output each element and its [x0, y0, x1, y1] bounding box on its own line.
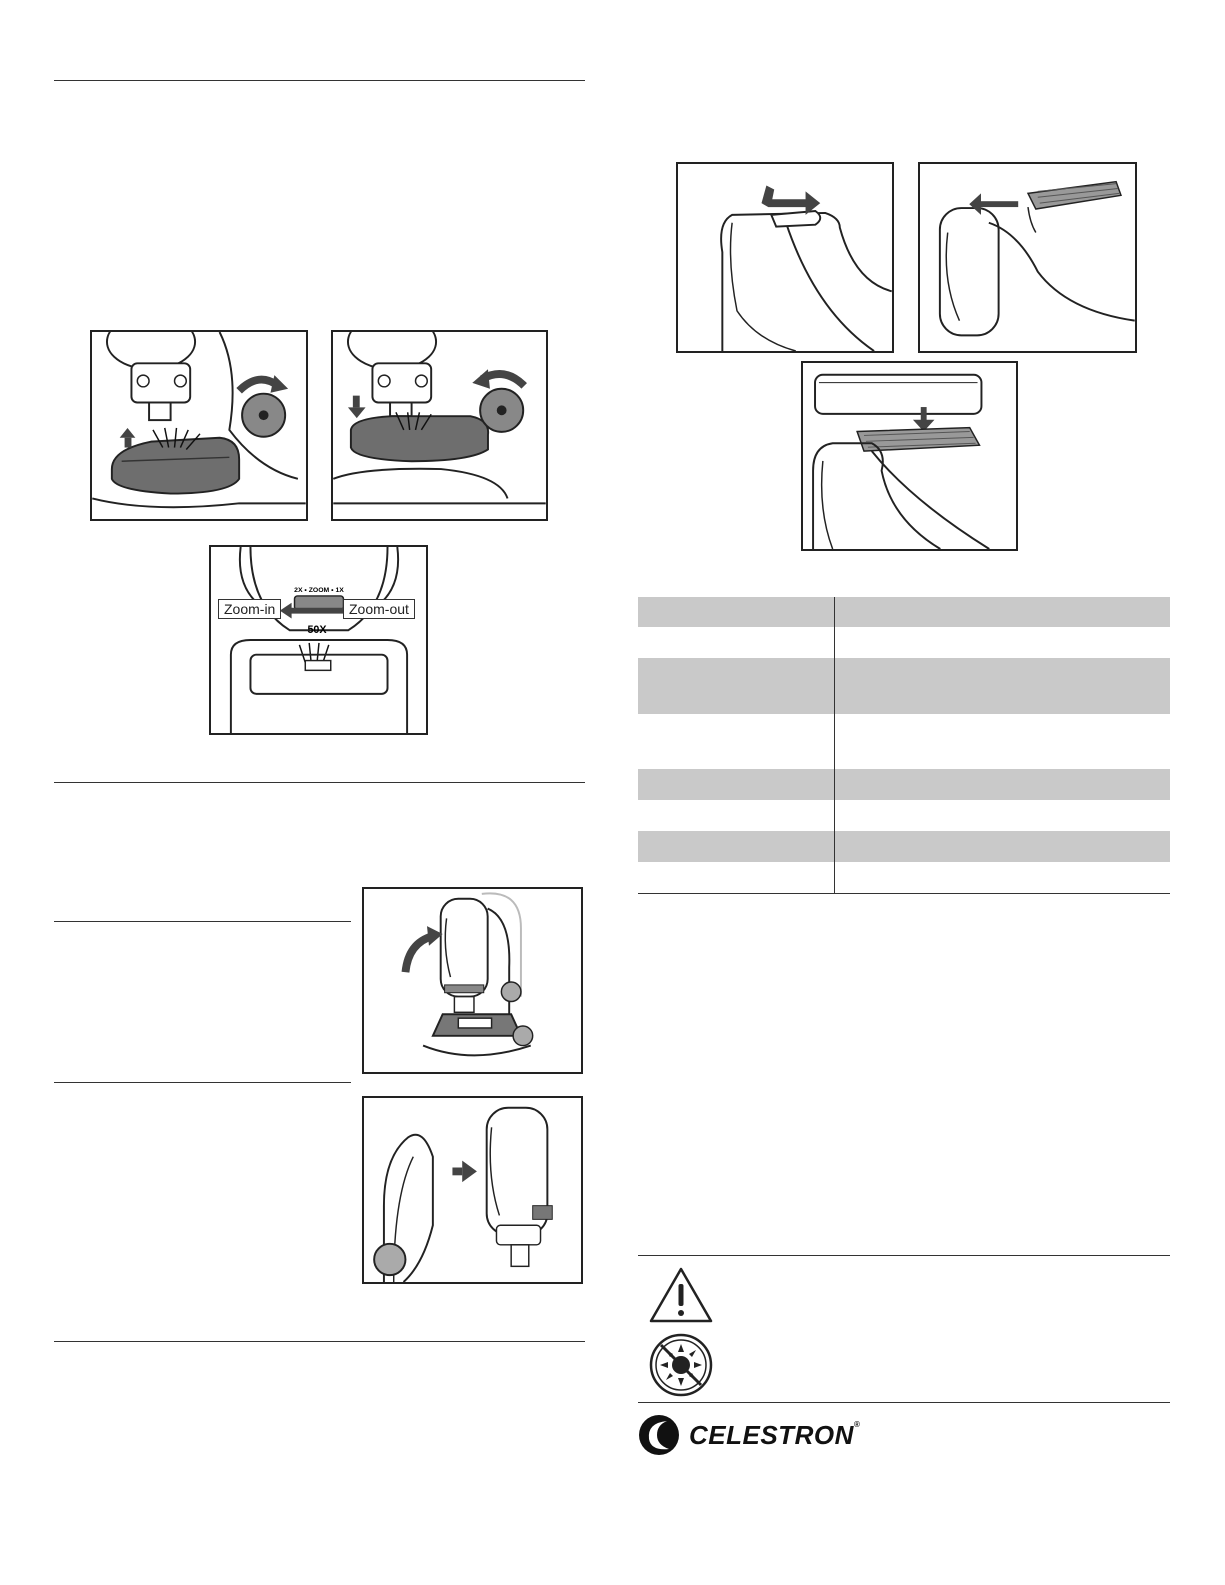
table-cell: [638, 769, 835, 800]
table-cell: [835, 862, 1171, 893]
celestron-swirl-icon: [637, 1413, 681, 1457]
section-divider: [54, 80, 585, 81]
head-detach-figure: [362, 1096, 583, 1284]
table-cell: [835, 627, 1171, 658]
table-row: [638, 627, 1170, 658]
zoom-out-label: Zoom-out: [343, 599, 415, 619]
table-row: [638, 862, 1170, 893]
table-cell: [638, 862, 835, 893]
phone-mount-figure: [801, 361, 1018, 551]
specifications-table: [638, 597, 1170, 894]
table-cell: [638, 714, 835, 769]
section-divider: [638, 1255, 1170, 1256]
celestron-logo: [637, 1413, 860, 1457]
magnification-label: 50X: [307, 624, 327, 637]
table-row: [638, 831, 1170, 862]
zoom-scale-text: 2X • ZOOM • 1X: [294, 587, 344, 595]
table-row: [638, 597, 1170, 627]
table-cell: [835, 831, 1171, 862]
table-cell: [638, 831, 835, 862]
table-cell: [638, 658, 835, 714]
table-cell: [638, 800, 835, 831]
table-cell: [835, 658, 1171, 714]
zoom-in-label: Zoom-in: [218, 599, 281, 619]
section-divider: [54, 1341, 585, 1342]
stage-lower-figure: [331, 330, 548, 521]
table-cell: [835, 800, 1171, 831]
adapter-open-figure: [676, 162, 894, 353]
table-row: [638, 658, 1170, 714]
section-divider: [54, 921, 351, 922]
section-divider: [54, 782, 585, 783]
table-row: [638, 714, 1170, 769]
adapter-extend-figure: [918, 162, 1137, 353]
section-divider: [54, 1082, 351, 1083]
table-row: [638, 769, 1170, 800]
no-sun-viewing-icon: [648, 1332, 714, 1398]
stage-raise-figure: [90, 330, 308, 521]
table-cell: [835, 769, 1171, 800]
head-tilt-figure: [362, 887, 583, 1074]
table-cell: [835, 714, 1171, 769]
section-divider: [638, 1402, 1170, 1403]
table-cell: [835, 597, 1171, 627]
table-cell: [638, 627, 835, 658]
table-cell: [638, 597, 835, 627]
brand-name: CELESTRON®: [689, 1419, 861, 1450]
warning-triangle-icon: [648, 1266, 714, 1324]
zoom-figure: [209, 545, 428, 735]
table-row: [638, 800, 1170, 831]
